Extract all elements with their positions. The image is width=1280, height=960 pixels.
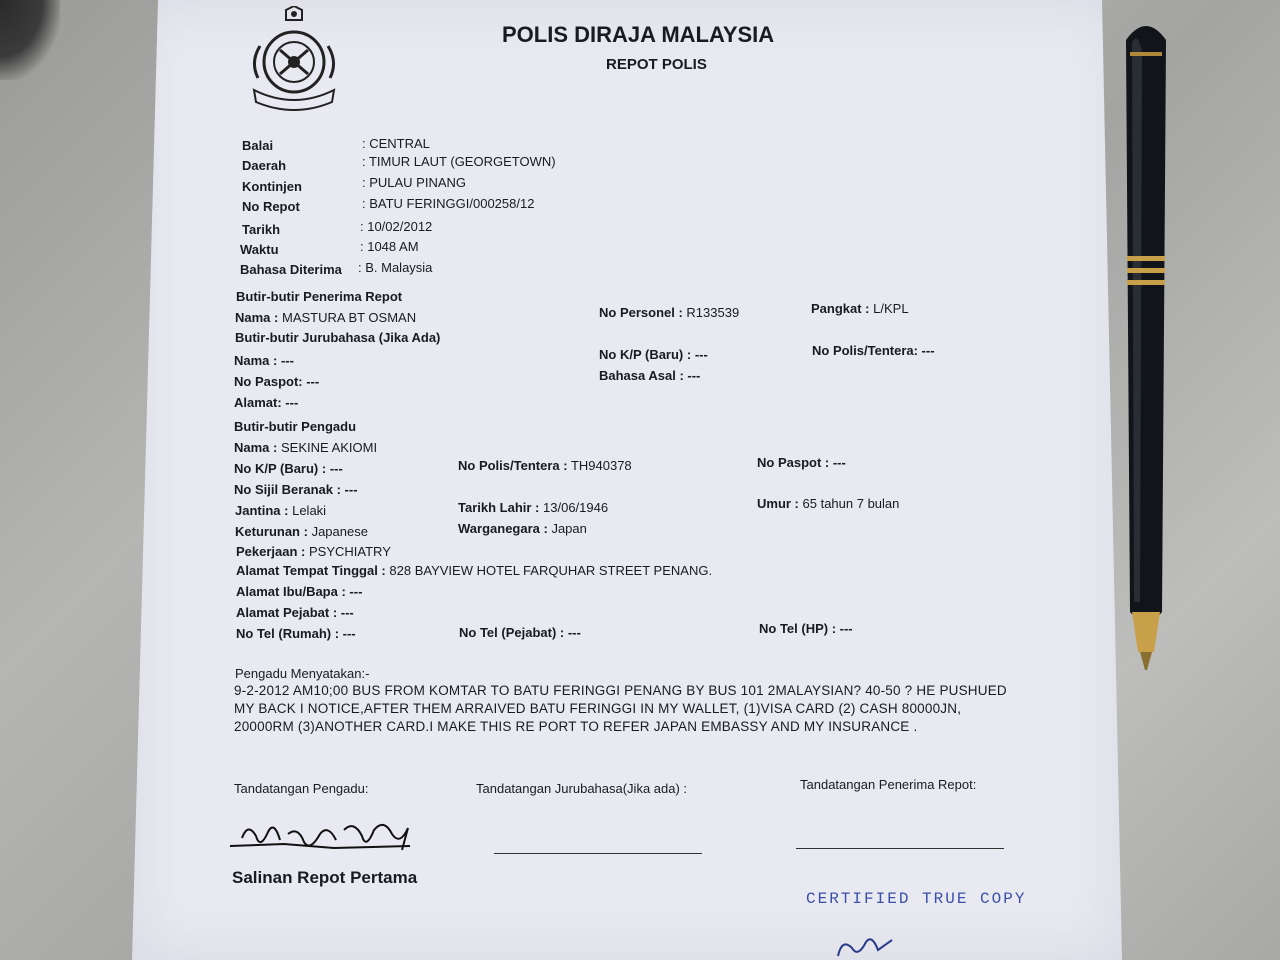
pengadu-kp: No K/P (Baru) : --- xyxy=(234,461,343,476)
signature-line-penerima xyxy=(796,848,1004,849)
certified-stamp: CERTIFIED TRUE COPY xyxy=(806,890,1027,908)
pengadu-nama-label: Nama : xyxy=(234,440,278,455)
pengadu-alamat-tinggal xyxy=(236,563,712,578)
pengadu-paspot: No Paspot : --- xyxy=(757,455,846,470)
salinan-label: Salinan Repot Pertama xyxy=(232,868,418,887)
info-label-waktu: Waktu xyxy=(240,242,279,257)
signature-label-penerima: Tandatangan Penerima Repot: xyxy=(800,777,977,792)
info-value-bahasa: : B. Malaysia xyxy=(358,260,433,275)
pengadu-jantina xyxy=(235,503,326,518)
pengadu-keturunan xyxy=(235,524,368,539)
pengadu-nama-value: SEKINE AKIOMI xyxy=(280,440,378,455)
pengadu-umur xyxy=(757,496,899,511)
info-label-balai: Balai xyxy=(242,138,274,153)
info-value-balai: : CENTRAL xyxy=(362,136,430,151)
penerima-nama xyxy=(235,310,416,325)
pengadu-keturunan-value: Japanese xyxy=(311,524,368,539)
pengadu-tarikh-lahir xyxy=(458,500,608,515)
pengadu-alamat-pejabat: Alamat Pejabat : --- xyxy=(236,605,354,620)
info-label-no-repot: No Repot xyxy=(242,199,300,214)
pengadu-lahir-value: 13/06/1946 xyxy=(543,500,609,515)
penerima-personel xyxy=(599,305,739,320)
penerima-pangkat-value: L/KPL xyxy=(873,301,909,316)
pengadu-warganegara xyxy=(458,521,587,536)
pengadu-lahir-label: Tarikh Lahir : xyxy=(458,500,540,515)
info-label-daerah: Daerah xyxy=(242,158,287,173)
statement-heading: Pengadu Menyatakan:- xyxy=(235,666,370,681)
penerima-personel-value: R133539 xyxy=(686,305,740,320)
pengadu-polis-label: No Polis/Tentera : xyxy=(458,458,568,473)
pengadu-nama xyxy=(234,440,377,455)
info-value-waktu: : 1048 AM xyxy=(360,239,419,254)
info-value-daerah: : TIMUR LAUT (GEORGETOWN) xyxy=(362,154,556,169)
pengadu-warganegara-label: Warganegara : xyxy=(458,521,548,536)
pengadu-tel-hp: No Tel (HP) : --- xyxy=(759,621,853,636)
pengadu-pekerjaan-value: PSYCHIATRY xyxy=(309,544,391,559)
penerima-pangkat-label: Pangkat : xyxy=(811,301,870,316)
pengadu-polis-value: TH940378 xyxy=(570,458,632,473)
jurubahasa-kp: No K/P (Baru) : --- xyxy=(599,347,708,362)
handwritten-signature xyxy=(224,816,424,866)
jurubahasa-bahasa-asal: Bahasa Asal : --- xyxy=(599,368,701,383)
pengadu-warganegara-value: Japan xyxy=(551,521,587,536)
pengadu-heading: Butir-butir Pengadu xyxy=(234,419,357,434)
initial-signature xyxy=(832,934,912,960)
penerima-nama-value: MASTURA BT OSMAN xyxy=(281,310,417,325)
pengadu-tel-rumah: No Tel (Rumah) : --- xyxy=(236,626,356,641)
penerima-nama-label: Nama : xyxy=(235,310,279,325)
pengadu-tel-pejabat: No Tel (Pejabat) : --- xyxy=(459,625,581,640)
pengadu-pekerjaan xyxy=(236,544,391,559)
info-label-kontinjen: Kontinjen xyxy=(242,179,302,194)
pengadu-keturunan-label: Keturunan : xyxy=(235,524,308,539)
info-label-tarikh: Tarikh xyxy=(242,222,281,237)
signature-label-jurubahasa: Tandatangan Jurubahasa(Jika ada) : xyxy=(476,781,688,796)
penerima-personel-label: No Personel : xyxy=(599,305,683,320)
jurubahasa-alamat: Alamat: --- xyxy=(234,395,299,410)
info-value-tarikh: : 10/02/2012 xyxy=(360,219,433,234)
jurubahasa-polis: No Polis/Tentera: --- xyxy=(812,343,935,358)
pengadu-sijil: No Sijil Beranak : --- xyxy=(234,482,358,497)
statement-text: 9-2-2012 AM10;00 BUS FROM KOMTAR TO BATU FERINGGI PENANG BY BUS 101 2MALAYSIAN? 40-50 ? HE PUSHUED MY BACK I NOTICE,AFTER THEM ARRAIVED BATU FERINGGI IN MY WALLET, (1)VISA CARD (2) CASH 80000JN, 20000RM (3)ANOTHER CARD.I MAKE THIS RE PORT TO REFER JAPAN EMBASSY AND MY INSURANCE . xyxy=(234,683,1007,734)
police-crest-logo xyxy=(236,6,352,118)
pengadu-alamat-tinggal-value: 828 BAYVIEW HOTEL FARQUHAR STREET PENANG. xyxy=(389,563,713,578)
pengadu-jantina-label: Jantina : xyxy=(235,503,289,518)
pengadu-umur-label: Umur : xyxy=(757,496,799,511)
signature-line-jurubahasa xyxy=(494,853,702,854)
penerima-heading: Butir-butir Penerima Repot xyxy=(236,289,403,304)
signature-label-pengadu: Tandatangan Pengadu: xyxy=(234,781,369,796)
report-subtitle: REPOT POLIS xyxy=(606,56,707,73)
pengadu-jantina-value: Lelaki xyxy=(292,503,327,518)
pengadu-alamat-tinggal-label: Alamat Tempat Tinggal : xyxy=(236,563,386,578)
report-title: POLIS DIRAJA MALAYSIA xyxy=(502,22,775,47)
jurubahasa-heading: Butir-butir Jurubahasa (Jika Ada) xyxy=(235,330,441,345)
jurubahasa-paspot: No Paspot: --- xyxy=(234,374,320,389)
pengadu-pekerjaan-label: Pekerjaan : xyxy=(236,544,306,559)
info-value-kontinjen: : PULAU PINANG xyxy=(362,175,467,190)
penerima-pangkat xyxy=(811,301,909,316)
info-label-bahasa: Bahasa Diterima xyxy=(240,262,342,277)
pengadu-alamat-ibubapa: Alamat Ibu/Bapa : --- xyxy=(236,584,363,599)
info-value-no-repot: : BATU FERINGGI/000258/12 xyxy=(362,196,535,211)
pengadu-polis xyxy=(458,458,632,473)
pengadu-umur-value: 65 tahun 7 bulan xyxy=(802,496,900,511)
jurubahasa-nama: Nama : --- xyxy=(234,353,294,368)
